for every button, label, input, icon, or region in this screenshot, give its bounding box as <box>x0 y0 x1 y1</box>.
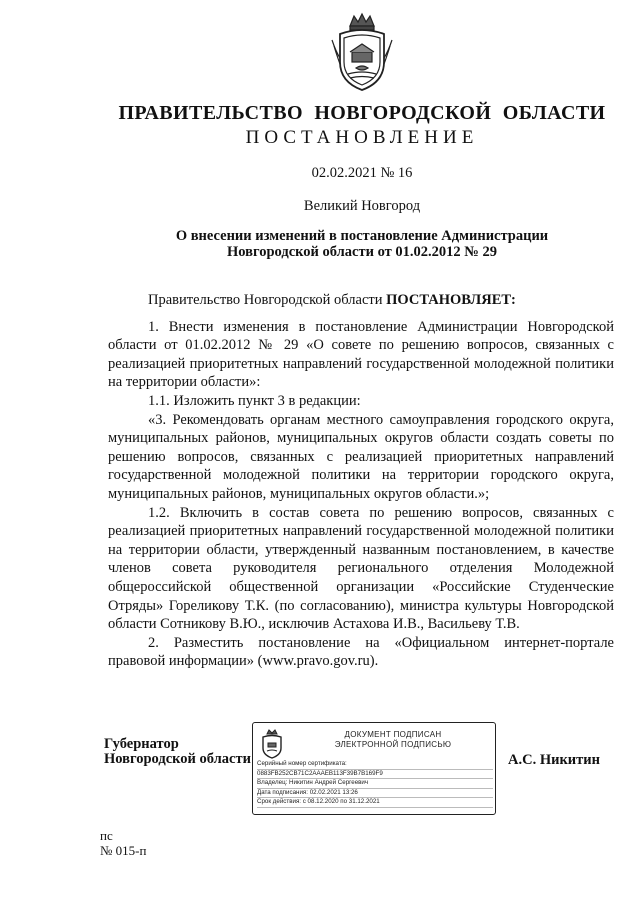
signer-title-line: Губернатор <box>104 736 179 752</box>
stamp-validity: Срок действия: с 08.12.2020 по 31.12.2021 <box>257 798 493 808</box>
organization-name: ПРАВИТЕЛЬСТВО НОВГОРОДСКОЙ ОБЛАСТИ <box>118 102 606 124</box>
lead-text: Правительство Новгородской области <box>148 292 387 308</box>
stamp-heading-line: ЭЛЕКТРОННОЙ ПОДПИСЬЮ <box>334 740 452 749</box>
subject-line: Новгородской области от 01.02.2012 № 29 <box>227 244 497 260</box>
stamp-owner: Владелец: Никитин Андрей Сергеевич <box>257 779 493 789</box>
body-paragraph-1-1: 1.1. Изложить пункт 3 в редакции: <box>148 392 361 409</box>
stamp-serial-label: Серийный номер сертификата: <box>257 760 493 770</box>
electronic-signature-stamp <box>252 722 496 815</box>
document-subject <box>100 228 624 260</box>
document-body <box>108 291 614 671</box>
stamp-heading <box>293 730 493 750</box>
stamp-signed-date: Дата подписания: 02.02.2021 13:26 <box>257 789 493 799</box>
document-date-number: 02.02.2021 № 16 <box>311 165 413 181</box>
stamp-serial-value: 0883FB252CB71C2AAAEB113F39B7B169F9 <box>257 770 493 780</box>
lead-decree-word: ПОСТАНОВЛЯЕТ: <box>386 292 516 308</box>
signer-title <box>104 737 251 767</box>
signer-title-line: Новгородской области <box>104 751 251 767</box>
body-paragraph-quote: «3. Рекомендовать органам местного самоуправления городского округа, муниципальных районов, муниципальных округов области создать советы по решению вопросов, связанных с реализацией приоритетных направлений государственной молодежной политики на территории городского округа, муниципальных районов, муниципальных округов области.»; <box>108 411 614 502</box>
novgorod-coat-of-arms-emblem <box>330 12 394 94</box>
body-paragraph-1: 1. Внести изменения в постановление Администрации Новгородской области от 01.02.2012 № 29 «О совете по решению вопросов, связанных с реализацией приоритетных направлений государственной молодежной политики на территории области»: <box>108 318 614 391</box>
stamp-heading-line: ДОКУМЕНТ ПОДПИСАН <box>344 730 442 739</box>
stamp-details <box>257 760 493 808</box>
signer-name: А.С. Никитин <box>508 752 600 768</box>
document-city: Великий Новгород <box>303 198 421 214</box>
body-paragraph-2: 2. Разместить постановление на «Официальном интернет-портале правовой информации» (www.pravo.gov.ru). <box>108 634 614 670</box>
subject-line: О внесении изменений в постановление Администрации <box>175 228 549 244</box>
body-paragraph-1-2: 1.2. Включить в состав совета по решению вопросов, связанных с реализацией приоритетных направлений государственной молодежной политики на территории области, утвержденный названным постановлением, в качестве членов совета руководителя регионального отделения Молодежной общероссийской общественной организации «Российские Студенческие Отряды» Гореликову Т.К. (по согласованию), министра культуры Новгородской области Сотникову В.Ю., исключив Астахова И.В., Васильеву Т.В. <box>108 504 614 633</box>
stamp-emblem-icon <box>259 729 285 759</box>
document-footer <box>100 828 146 858</box>
footer-line: пс <box>100 828 113 843</box>
footer-line: № 015-п <box>100 843 147 858</box>
document-type: ПОСТАНОВЛЕНИЕ <box>245 127 479 148</box>
lead-paragraph <box>108 291 614 310</box>
